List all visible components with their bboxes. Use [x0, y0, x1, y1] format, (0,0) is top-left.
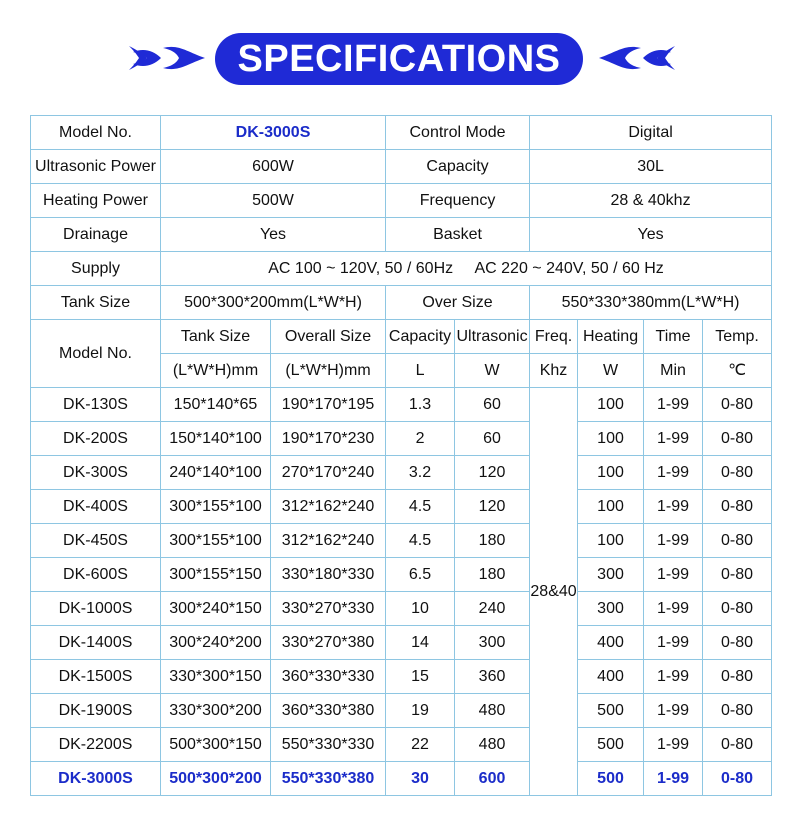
- page-title: SPECIFICATIONS: [215, 33, 583, 85]
- col-temp-unit: ℃: [703, 354, 772, 388]
- cell-overall: 190*170*230: [271, 422, 386, 456]
- cell-overall: 330*180*330: [271, 558, 386, 592]
- cell-tank: 300*240*200: [161, 626, 271, 660]
- cell-tank: 300*155*150: [161, 558, 271, 592]
- summary-row-drainage: [31, 218, 772, 252]
- col-freq-header: Freq.: [530, 320, 578, 354]
- cell-overall: 330*270*330: [271, 592, 386, 626]
- col-model-header: Model No.: [31, 320, 161, 388]
- model-value: DK-3000S: [161, 116, 386, 150]
- capacity-value: 30L: [530, 150, 772, 184]
- cell-model: DK-3000S: [31, 762, 161, 796]
- col-ultrasonic-header: Ultrasonic: [455, 320, 530, 354]
- drainage-value: Yes: [161, 218, 386, 252]
- cell-ultrasonic: 180: [455, 524, 530, 558]
- control-value: Digital: [530, 116, 772, 150]
- cell-overall: 330*270*380: [271, 626, 386, 660]
- cell-capacity: 30: [386, 762, 455, 796]
- cell-overall: 360*330*380: [271, 694, 386, 728]
- cell-capacity: 15: [386, 660, 455, 694]
- cell-model: DK-300S: [31, 456, 161, 490]
- col-time-unit: Min: [644, 354, 703, 388]
- column-header-row: [31, 320, 772, 354]
- cell-ultrasonic: 60: [455, 388, 530, 422]
- cell-ultrasonic: 120: [455, 456, 530, 490]
- cell-time: 1-99: [644, 626, 703, 660]
- table-row: [31, 626, 772, 660]
- cell-overall: 550*330*380: [271, 762, 386, 796]
- cell-model: DK-600S: [31, 558, 161, 592]
- cell-temp: 0-80: [703, 422, 772, 456]
- col-freq-unit: Khz: [530, 354, 578, 388]
- cell-overall: 190*170*195: [271, 388, 386, 422]
- cell-time: 1-99: [644, 728, 703, 762]
- cell-ultrasonic: 180: [455, 558, 530, 592]
- spec-table: [30, 115, 772, 796]
- table-row: [31, 490, 772, 524]
- cell-time: 1-99: [644, 422, 703, 456]
- summary-row-supply: [31, 252, 772, 286]
- table-row: [31, 592, 772, 626]
- cell-time: 1-99: [644, 762, 703, 796]
- cell-model: DK-1900S: [31, 694, 161, 728]
- cell-heating: 500: [578, 694, 644, 728]
- cell-capacity: 4.5: [386, 524, 455, 558]
- cell-ultrasonic: 120: [455, 490, 530, 524]
- cell-ultrasonic: 60: [455, 422, 530, 456]
- drainage-label: Drainage: [31, 218, 161, 252]
- cell-temp: 0-80: [703, 660, 772, 694]
- table-row: [31, 762, 772, 796]
- cell-temp: 0-80: [703, 728, 772, 762]
- cell-temp: 0-80: [703, 524, 772, 558]
- col-heating-header: Heating: [578, 320, 644, 354]
- right-ornament-icon: [597, 40, 677, 76]
- cell-tank: 300*240*150: [161, 592, 271, 626]
- cell-time: 1-99: [644, 592, 703, 626]
- table-row: [31, 660, 772, 694]
- cell-heating: 500: [578, 762, 644, 796]
- cell-overall: 550*330*330: [271, 728, 386, 762]
- col-overall-unit: (L*W*H)mm: [271, 354, 386, 388]
- table-row: [31, 694, 772, 728]
- cell-model: DK-2200S: [31, 728, 161, 762]
- table-row: [31, 456, 772, 490]
- summary-row-heating: [31, 184, 772, 218]
- frequency-value: 28 & 40khz: [530, 184, 772, 218]
- cell-capacity: 1.3: [386, 388, 455, 422]
- summary-row-ultrasonic: [31, 150, 772, 184]
- cell-tank: 300*155*100: [161, 490, 271, 524]
- cell-overall: 312*162*240: [271, 490, 386, 524]
- cell-time: 1-99: [644, 524, 703, 558]
- heating-power-value: 500W: [161, 184, 386, 218]
- col-tank-unit: (L*W*H)mm: [161, 354, 271, 388]
- cell-ultrasonic: 360: [455, 660, 530, 694]
- cell-tank: 240*140*100: [161, 456, 271, 490]
- cell-heating: 100: [578, 422, 644, 456]
- cell-overall: 270*170*240: [271, 456, 386, 490]
- table-row: [31, 728, 772, 762]
- cell-heating: 500: [578, 728, 644, 762]
- header: [0, 0, 800, 115]
- cell-heating: 400: [578, 660, 644, 694]
- supply-label: Supply: [31, 252, 161, 286]
- cell-capacity: 6.5: [386, 558, 455, 592]
- ultrasonic-power-value: 600W: [161, 150, 386, 184]
- capacity-label: Capacity: [386, 150, 530, 184]
- cell-time: 1-99: [644, 490, 703, 524]
- col-ultrasonic-unit: W: [455, 354, 530, 388]
- cell-capacity: 22: [386, 728, 455, 762]
- col-tank-header: Tank Size: [161, 320, 271, 354]
- cell-time: 1-99: [644, 558, 703, 592]
- table-row: [31, 388, 772, 422]
- cell-ultrasonic: 300: [455, 626, 530, 660]
- col-overall-header: Overall Size: [271, 320, 386, 354]
- cell-overall: 360*330*330: [271, 660, 386, 694]
- cell-capacity: 4.5: [386, 490, 455, 524]
- cell-temp: 0-80: [703, 388, 772, 422]
- cell-ultrasonic: 480: [455, 728, 530, 762]
- summary-row-model: [31, 116, 772, 150]
- cell-capacity: 2: [386, 422, 455, 456]
- cell-heating: 100: [578, 524, 644, 558]
- model-label: Model No.: [31, 116, 161, 150]
- tank-size-label: Tank Size: [31, 286, 161, 320]
- cell-temp: 0-80: [703, 558, 772, 592]
- cell-time: 1-99: [644, 660, 703, 694]
- supply-value: AC 100 ~ 120V, 50 / 60Hz AC 220 ~ 240V, 50 / 60 Hz: [161, 252, 772, 286]
- cell-model: DK-1500S: [31, 660, 161, 694]
- summary-row-tank: [31, 286, 772, 320]
- cell-tank: 330*300*200: [161, 694, 271, 728]
- cell-time: 1-99: [644, 456, 703, 490]
- heating-power-label: Heating Power: [31, 184, 161, 218]
- cell-heating: 300: [578, 558, 644, 592]
- cell-tank: 150*140*65: [161, 388, 271, 422]
- cell-tank: 500*300*200: [161, 762, 271, 796]
- cell-ultrasonic: 600: [455, 762, 530, 796]
- tank-size-value: 500*300*200mm(L*W*H): [161, 286, 386, 320]
- cell-time: 1-99: [644, 694, 703, 728]
- over-size-label: Over Size: [386, 286, 530, 320]
- cell-model: DK-130S: [31, 388, 161, 422]
- cell-temp: 0-80: [703, 490, 772, 524]
- cell-capacity: 10: [386, 592, 455, 626]
- cell-tank: 500*300*150: [161, 728, 271, 762]
- col-capacity-header: Capacity: [386, 320, 455, 354]
- cell-capacity: 19: [386, 694, 455, 728]
- cell-model: DK-200S: [31, 422, 161, 456]
- cell-model: DK-450S: [31, 524, 161, 558]
- col-time-header: Time: [644, 320, 703, 354]
- col-temp-header: Temp.: [703, 320, 772, 354]
- cell-ultrasonic: 480: [455, 694, 530, 728]
- cell-heating: 100: [578, 388, 644, 422]
- left-ornament-icon: [127, 40, 207, 76]
- col-heating-unit: W: [578, 354, 644, 388]
- cell-heating: 100: [578, 490, 644, 524]
- basket-value: Yes: [530, 218, 772, 252]
- cell-model: DK-1400S: [31, 626, 161, 660]
- cell-temp: 0-80: [703, 592, 772, 626]
- cell-tank: 300*155*100: [161, 524, 271, 558]
- control-label: Control Mode: [386, 116, 530, 150]
- cell-time: 1-99: [644, 388, 703, 422]
- cell-model: DK-400S: [31, 490, 161, 524]
- ultrasonic-power-label: Ultrasonic Power: [31, 150, 161, 184]
- over-size-value: 550*330*380mm(L*W*H): [530, 286, 772, 320]
- table-row: [31, 524, 772, 558]
- col-capacity-unit: L: [386, 354, 455, 388]
- cell-model: DK-1000S: [31, 592, 161, 626]
- cell-tank: 330*300*150: [161, 660, 271, 694]
- cell-heating: 100: [578, 456, 644, 490]
- cell-tank: 150*140*100: [161, 422, 271, 456]
- basket-label: Basket: [386, 218, 530, 252]
- cell-temp: 0-80: [703, 626, 772, 660]
- cell-ultrasonic: 240: [455, 592, 530, 626]
- cell-heating: 300: [578, 592, 644, 626]
- cell-heating: 400: [578, 626, 644, 660]
- cell-temp: 0-80: [703, 762, 772, 796]
- table-row: [31, 422, 772, 456]
- table-row: [31, 558, 772, 592]
- cell-capacity: 3.2: [386, 456, 455, 490]
- frequency-label: Frequency: [386, 184, 530, 218]
- cell-freq-shared: 28&40: [530, 388, 578, 796]
- cell-temp: 0-80: [703, 456, 772, 490]
- cell-temp: 0-80: [703, 694, 772, 728]
- cell-capacity: 14: [386, 626, 455, 660]
- cell-overall: 312*162*240: [271, 524, 386, 558]
